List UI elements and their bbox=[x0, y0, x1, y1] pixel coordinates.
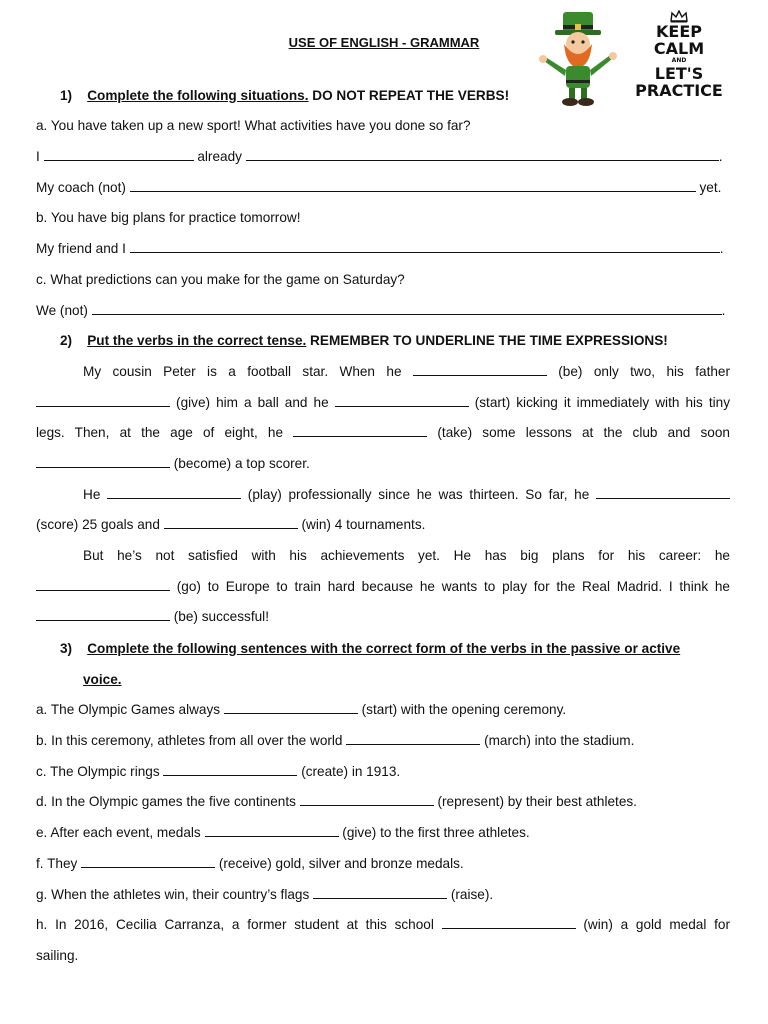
s1-b1-end: . bbox=[719, 241, 724, 256]
answer-blank[interactable] bbox=[92, 303, 722, 315]
section-3-title: Complete the following sentences with the correct form of the verbs in the passive or active bbox=[87, 641, 681, 656]
s3-text: (receive) gold, silver and bronze medals. bbox=[218, 856, 464, 871]
s3-text: (start) with the opening ceremony. bbox=[361, 702, 567, 717]
s2-line-7 bbox=[83, 548, 730, 563]
s3-text: (win) a gold medal for bbox=[583, 917, 730, 932]
s3-text: a. The Olympic Games always bbox=[36, 702, 221, 717]
s2-text: (become) a top scorer. bbox=[173, 456, 310, 471]
s1-prompt-a: a. You have taken up a new sport! What activities have you done so far? bbox=[36, 118, 471, 133]
answer-blank[interactable] bbox=[335, 395, 469, 407]
s1-answer-a2 bbox=[36, 180, 721, 195]
section-2-heading bbox=[60, 333, 668, 348]
s2-line-1 bbox=[83, 364, 730, 379]
s2-text: But he’s not satisfied with his achievements yet. He has big plans for his career: he bbox=[83, 548, 730, 563]
s1-c1-end: . bbox=[721, 303, 726, 318]
s3-item-e bbox=[36, 825, 530, 840]
s2-line-5 bbox=[83, 487, 730, 502]
answer-blank[interactable] bbox=[313, 887, 447, 899]
s3-item-h bbox=[36, 917, 730, 932]
s2-text: (be) only two, his father bbox=[558, 364, 730, 379]
s1-answer-c1 bbox=[36, 303, 725, 318]
answer-blank[interactable] bbox=[596, 487, 730, 499]
section-2-instruction: REMEMBER TO UNDERLINE THE TIME EXPRESSIONS! bbox=[306, 333, 668, 348]
s2-text: My cousin Peter is a football star. When he bbox=[83, 364, 402, 379]
answer-blank[interactable] bbox=[413, 364, 547, 376]
poster-lets: LET'S bbox=[654, 64, 704, 83]
s2-text: legs. Then, at the age of eight, he bbox=[36, 425, 284, 440]
section-1-heading bbox=[60, 88, 509, 103]
s3-text: c. The Olympic rings bbox=[36, 764, 160, 779]
answer-blank[interactable] bbox=[293, 425, 427, 437]
s1-a2-start: My coach (not) bbox=[36, 180, 126, 195]
s1-a1-start: I bbox=[36, 149, 40, 164]
s3-text: (create) in 1913. bbox=[301, 764, 401, 779]
s3-item-g bbox=[36, 887, 493, 902]
s1-answer-b1 bbox=[36, 241, 723, 256]
s2-line-9 bbox=[36, 609, 269, 624]
poster-and: AND bbox=[671, 57, 687, 64]
answer-blank[interactable] bbox=[246, 149, 719, 161]
s2-text: (go) to Europe to train hard because he wants to play for the Real Madrid. I think he bbox=[176, 579, 730, 594]
s3-text: d. In the Olympic games the five continents bbox=[36, 794, 296, 809]
answer-blank[interactable] bbox=[130, 180, 696, 192]
s2-text: (take) some lessons at the club and soon bbox=[437, 425, 730, 440]
s2-line-6 bbox=[36, 517, 425, 532]
s2-text: He bbox=[83, 487, 101, 502]
s3-text: g. When the athletes win, their country’s flags bbox=[36, 887, 310, 902]
section-1-number: 1) bbox=[60, 88, 73, 103]
s2-line-8 bbox=[36, 579, 730, 594]
answer-blank[interactable] bbox=[36, 609, 170, 621]
s3-item-b bbox=[36, 733, 634, 748]
s1-a1-mid: already bbox=[197, 149, 242, 164]
s2-text: (win) 4 tournaments. bbox=[301, 517, 426, 532]
section-3-number: 3) bbox=[60, 641, 73, 656]
s1-b1-start: My friend and I bbox=[36, 241, 126, 256]
answer-blank[interactable] bbox=[164, 517, 298, 529]
s1-prompt-c: c. What predictions can you make for the game on Saturday? bbox=[36, 272, 405, 287]
s1-a1-end: . bbox=[718, 149, 723, 164]
answer-blank[interactable] bbox=[163, 764, 297, 776]
answer-blank[interactable] bbox=[44, 149, 194, 161]
page-title: USE OF ENGLISH - GRAMMAR bbox=[288, 35, 480, 50]
s3-text: (raise). bbox=[450, 887, 494, 902]
s3-item-c bbox=[36, 764, 400, 779]
s3-text: (represent) by their best athletes. bbox=[437, 794, 637, 809]
answer-blank[interactable] bbox=[107, 487, 241, 499]
s3-item-d bbox=[36, 794, 637, 809]
answer-blank[interactable] bbox=[130, 241, 720, 253]
answer-blank[interactable] bbox=[36, 579, 170, 591]
section-2-title: Put the verbs in the correct tense. bbox=[87, 333, 307, 348]
answer-blank[interactable] bbox=[300, 794, 434, 806]
answer-blank[interactable] bbox=[346, 733, 480, 745]
s3-item-a bbox=[36, 702, 566, 717]
s2-text: (score) 25 goals and bbox=[36, 517, 160, 532]
s1-a2-end: yet. bbox=[699, 180, 722, 195]
answer-blank[interactable] bbox=[36, 456, 170, 468]
s2-line-4 bbox=[36, 456, 310, 471]
s3-text: (give) to the first three athletes. bbox=[342, 825, 530, 840]
s1-prompt-b: b. You have big plans for practice tomorrow! bbox=[36, 210, 301, 225]
s3-item-h-cont: sailing. bbox=[36, 948, 79, 963]
section-1-instruction: DO NOT REPEAT THE VERBS! bbox=[308, 88, 510, 103]
s2-text: (be) successful! bbox=[173, 609, 269, 624]
section-3-heading bbox=[60, 641, 680, 656]
s1-answer-a1 bbox=[36, 149, 728, 164]
s2-text: (give) him a ball and he bbox=[176, 395, 329, 410]
answer-blank[interactable] bbox=[81, 856, 215, 868]
s1-c1-start: We (not) bbox=[36, 303, 88, 318]
poster-keep: KEEP bbox=[656, 22, 702, 41]
s2-text: (play) professionally since he was thirteen. So far, he bbox=[247, 487, 590, 502]
poster-calm: CALM bbox=[653, 39, 705, 58]
answer-blank[interactable] bbox=[224, 702, 358, 714]
s2-text: (start) kicking it immediately with his tiny bbox=[474, 395, 731, 410]
answer-blank[interactable] bbox=[442, 917, 576, 929]
s3-text: e. After each event, medals bbox=[36, 825, 201, 840]
s3-text: f. They bbox=[36, 856, 78, 871]
poster-practice: PRACTICE bbox=[635, 81, 723, 100]
s3-text: h. In 2016, Cecilia Carranza, a former student at this school bbox=[36, 917, 434, 932]
s3-text: b. In this ceremony, athletes from all over the world bbox=[36, 733, 343, 748]
s2-line-3 bbox=[36, 425, 730, 440]
section-2-number: 2) bbox=[60, 333, 73, 348]
leprechaun-illustration bbox=[533, 10, 625, 108]
answer-blank[interactable] bbox=[205, 825, 339, 837]
s2-line-2 bbox=[36, 395, 730, 410]
keep-calm-poster bbox=[634, 10, 724, 108]
section-3-title-cont: voice. bbox=[83, 672, 122, 687]
section-1-title: Complete the following situations. bbox=[87, 88, 309, 103]
answer-blank[interactable] bbox=[36, 395, 170, 407]
s3-item-f bbox=[36, 856, 464, 871]
s3-text: (march) into the stadium. bbox=[484, 733, 635, 748]
